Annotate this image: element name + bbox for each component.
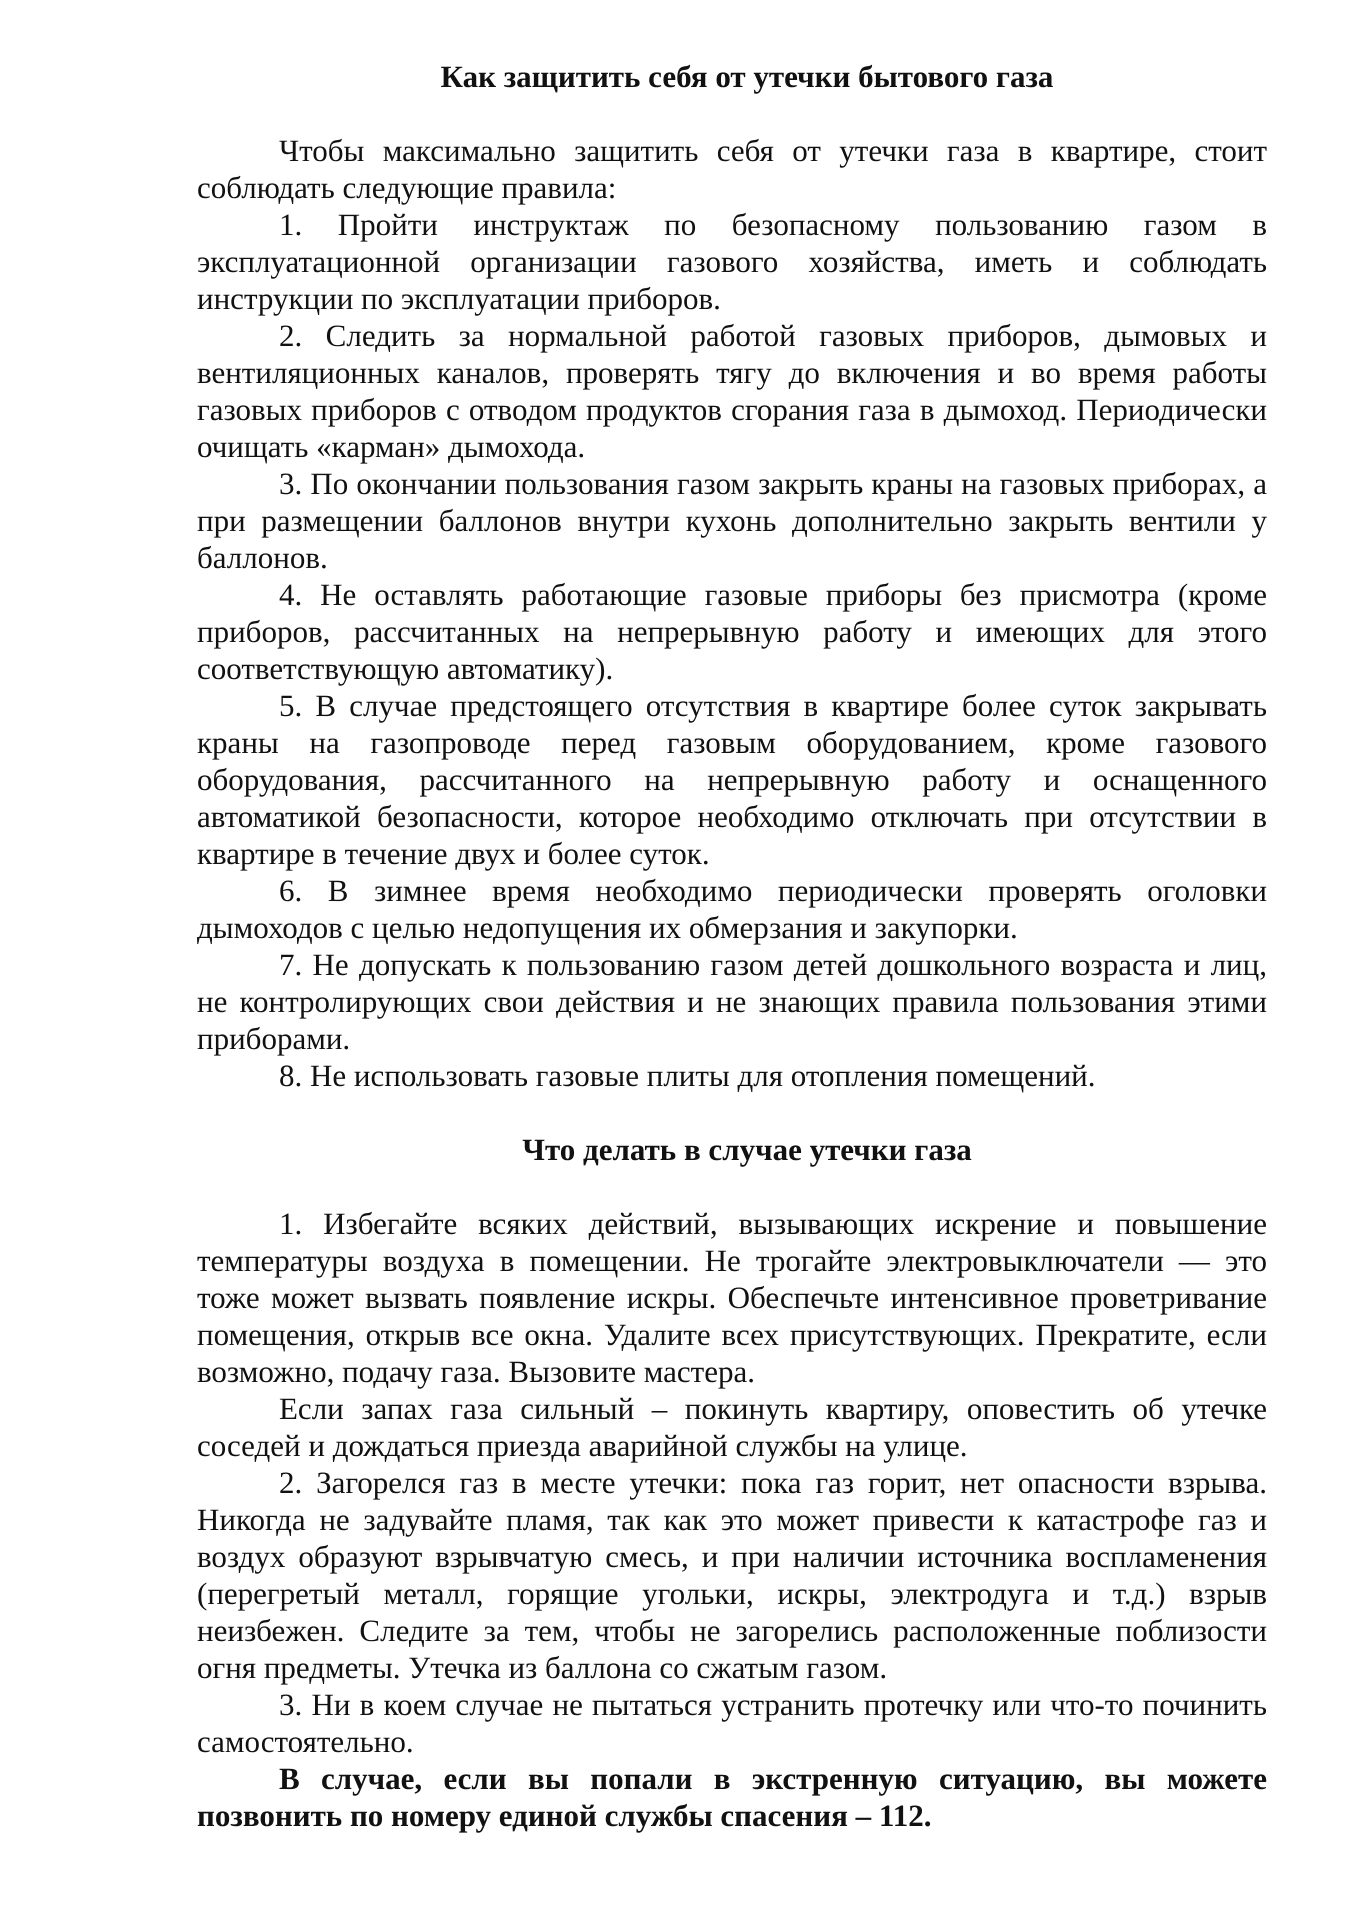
intro-paragraph: Чтобы максимально защитить себя от утечки газа в квартире, стоит соблюдать следующие правила:: [197, 133, 1267, 205]
document-page: [197, 58, 1267, 1834]
leak-step-2: 2. Загорелся газ в месте утечки: пока газ горит, нет опасности взрыва. Никогда не задувайте пламя, так как это может привести к катастрофе газ и воздух образуют взрывчатую смесь, и при наличии источника воспламенения (перегретый металл, горящие угольки, искры, электродуга и т.д.) взрыв неизбежен. Следите за тем, чтобы не загорелись расположенные поблизости огня предметы. Утечка из баллона со сжатым газом.: [197, 1465, 1267, 1685]
rule-item-8: 8. Не использовать газовые плиты для отопления помещений.: [279, 1058, 1096, 1093]
rule-item-5: 5. В случае предстоящего отсутствия в квартире более суток закрывать краны на газопроводе перед газовым оборудованием, кроме газового оборудования, рассчитанного на непрерывную работу и оснащенного автоматикой безопасности, которое необходимо отключать при отсутствии в квартире в течение двух и более суток.: [197, 688, 1267, 871]
rule-item-3: 3. По окончании пользования газом закрыть краны на газовых приборах, а при размещении баллонов внутри кухонь дополнительно закрыть вентили у баллонов.: [197, 466, 1267, 575]
emergency-note: В случае, если вы попали в экстренную ситуацию, вы можете позвонить по номеру единой службы спасения – 112.: [197, 1761, 1267, 1833]
document-title: Как защитить себя от утечки бытового газа: [440, 59, 1054, 94]
rule-item-7: 7. Не допускать к пользованию газом детей дошкольного возраста и лиц, не контролирующих свои действия и не знающих правила пользования этими приборами.: [197, 947, 1267, 1056]
rule-item-6: 6. В зимнее время необходимо периодически проверять оголовки дымоходов с целью недопущения их обмерзания и закупорки.: [197, 873, 1267, 945]
leak-step-3: 3. Ни в коем случае не пытаться устранить протечку или что-то починить самостоятельно.: [197, 1687, 1267, 1759]
leak-step-1: 1. Избегайте всяких действий, вызывающих искрение и повышение температуры воздуха в помещении. Не трогайте электровыключатели — это тоже может вызвать появление искры. Обеспечьте интенсивное проветривание помещения, открыв все окна. Удалите всех присутствующих. Прекратите, если возможно, подачу газа. Вызовите мастера.: [197, 1206, 1267, 1389]
rule-item-1: 1. Пройти инструктаж по безопасному пользованию газом в эксплуатационной организации газового хозяйства, иметь и соблюдать инструкции по эксплуатации приборов.: [197, 207, 1267, 316]
rule-item-4: 4. Не оставлять работающие газовые приборы без присмотра (кроме приборов, рассчитанных на непрерывную работу и имеющих для этого соответствующую автоматику).: [197, 577, 1267, 686]
leak-step-strong-smell: Если запах газа сильный – покинуть квартиру, оповестить об утечке соседей и дождаться приезда аварийной службы на улице.: [197, 1391, 1267, 1463]
rule-item-2: 2. Следить за нормальной работой газовых приборов, дымовых и вентиляционных каналов, проверять тягу до включения и во время работы газовых приборов с отводом продуктов сгорания газа в дымоход. Периодически очищать «карман» дымохода.: [197, 318, 1267, 464]
section-title-leak: Что делать в случае утечки газа: [522, 1132, 972, 1167]
